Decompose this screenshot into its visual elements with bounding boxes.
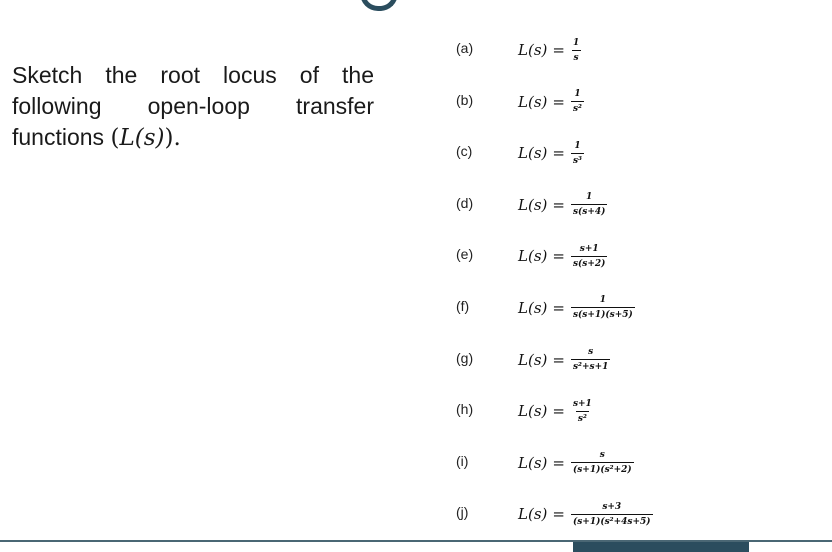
problem-label: (i) <box>456 452 469 469</box>
fraction <box>571 502 653 527</box>
transfer-function-argument: (s) <box>134 125 165 151</box>
transfer-function-expression <box>518 139 584 167</box>
fraction <box>571 141 584 166</box>
fraction <box>571 244 607 269</box>
equals-sign: = <box>552 350 565 369</box>
denominator: s² <box>571 101 584 114</box>
transfer-function-expression <box>518 88 584 116</box>
paren-close: ). <box>164 125 181 151</box>
problem-item <box>456 139 686 191</box>
problem-label: (b) <box>456 91 474 108</box>
denominator: s³ <box>571 153 584 166</box>
equals-sign: = <box>552 247 565 266</box>
problem-item <box>456 294 686 346</box>
denominator: (s+1)(s²+2) <box>571 462 634 475</box>
problem-item <box>456 88 686 140</box>
transfer-function-expression <box>518 36 581 64</box>
equals-sign: = <box>552 41 565 59</box>
equals-sign: = <box>552 453 565 472</box>
numerator: 1 <box>574 140 581 151</box>
equals-sign: = <box>552 402 565 421</box>
transfer-function-lhs: L(s) <box>518 350 548 369</box>
denominator: s² <box>576 411 589 424</box>
problem-label: (g) <box>456 349 474 366</box>
paren-open: ( <box>110 125 120 151</box>
title-fragment <box>360 0 398 11</box>
transfer-function-lhs: L(s) <box>518 453 548 472</box>
transfer-function-lhs: L(s) <box>518 247 548 266</box>
denominator: s²+s+1 <box>571 359 610 372</box>
equals-sign: = <box>552 298 565 317</box>
instruction-text <box>12 60 374 154</box>
equals-sign: = <box>552 92 565 111</box>
numerator: s+1 <box>579 243 599 254</box>
fraction <box>571 89 584 114</box>
problem-item <box>456 191 686 243</box>
fraction <box>571 192 607 217</box>
equals-sign: = <box>552 195 565 214</box>
transfer-function-symbol: L <box>119 125 135 151</box>
problem-label: (c) <box>456 143 473 160</box>
denominator: s <box>572 50 581 63</box>
numerator: 1 <box>572 37 580 48</box>
transfer-function-lhs: L(s) <box>518 144 548 163</box>
problem-label: (d) <box>456 194 474 211</box>
fraction <box>571 347 610 372</box>
problem-label: (e) <box>456 246 474 263</box>
numerator: 1 <box>574 89 581 100</box>
problem-item <box>456 449 686 501</box>
transfer-function-lhs: L(s) <box>518 195 548 214</box>
transfer-function-expression <box>518 397 594 425</box>
problem-label: (f) <box>456 297 470 314</box>
numerator: s+3 <box>602 501 622 512</box>
problem-list <box>456 36 686 552</box>
transfer-function-lhs: L(s) <box>518 92 548 111</box>
equals-sign: = <box>552 144 565 163</box>
fraction <box>571 450 634 475</box>
transfer-function-expression <box>518 449 634 477</box>
problem-item <box>456 397 686 449</box>
fraction <box>571 295 635 320</box>
numerator: 1 <box>599 295 606 306</box>
problem-item <box>456 242 686 294</box>
problem-item <box>456 36 686 88</box>
transfer-function-lhs: L(s) <box>518 402 548 421</box>
equals-sign: = <box>552 505 565 524</box>
numerator: s+1 <box>572 398 592 409</box>
numerator: 1 <box>586 192 593 203</box>
transfer-function-expression <box>518 294 635 322</box>
transfer-function-expression <box>518 242 607 270</box>
transfer-function-lhs: L(s) <box>518 505 548 524</box>
transfer-function-expression <box>518 346 610 374</box>
problem-item <box>456 346 686 398</box>
numerator: s <box>588 347 594 358</box>
numerator: s <box>599 450 605 461</box>
denominator: s(s+4) <box>571 204 607 217</box>
denominator: s(s+2) <box>571 256 607 269</box>
fraction <box>571 399 594 424</box>
problem-label: (j) <box>456 504 469 521</box>
denominator: (s+1)(s²+4s+5) <box>571 514 653 527</box>
problem-label: (h) <box>456 401 474 418</box>
problem-label: (a) <box>456 40 474 56</box>
transfer-function-lhs: L(s) <box>518 298 548 317</box>
transfer-function-expression <box>518 191 607 219</box>
transfer-function-expression <box>518 500 653 528</box>
denominator: s(s+1)(s+5) <box>571 307 635 320</box>
instruction-body: Sketch the root locus of the following open-loop transfer functions <box>12 62 374 150</box>
footer-bar <box>573 542 749 552</box>
fraction <box>571 38 581 63</box>
transfer-function-lhs: L(s) <box>518 41 548 59</box>
